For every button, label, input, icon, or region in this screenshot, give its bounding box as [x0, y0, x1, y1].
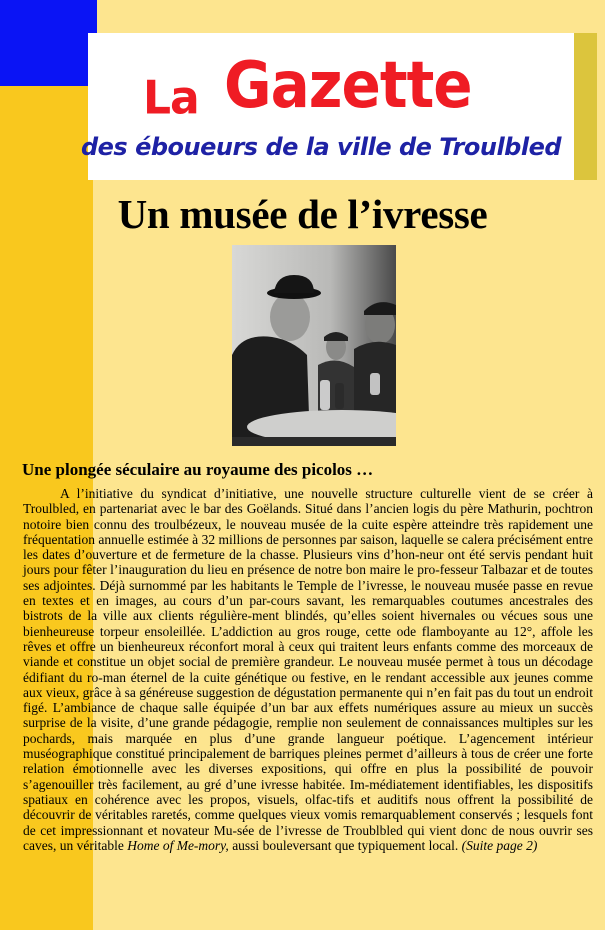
article-body-end: aussi bouleversant que typiquement local. — [228, 837, 462, 853]
article-headline: Un musée de l’ivresse — [117, 191, 488, 237]
corner-blue-block — [0, 0, 97, 86]
article-subheading: Une plongée séculaire au royaume des picolos … — [22, 460, 374, 479]
article-photo — [232, 245, 396, 446]
masthead — [80, 33, 574, 180]
masthead-title-la: La — [143, 71, 199, 126]
article-body-italic: Home of Me-mory, — [127, 837, 229, 853]
bottom-margin — [0, 930, 605, 934]
article-body-main: A l’initiative du syndicat d’initiative, une nouvelle structure culturelle vient de se créer à Troulbled, en partenariat avec le bar des Goëlands. Situé dans l’ancien logis du père Mathurin, pochtron notoire bien connu des troulbézeux, le nouveau musée de la cuite espère atteindre très rapidement une fréquentation annuelle estimée à 32 millions de personnes par saison, laquelle se calera précisément entre les dates d’ouverture et de fermeture de la chasse. Plusieurs vins d’hon-neur ont été servis pendant huit jours pour fêter l’inauguration du lieu en présence de notre bon maire le pro-fesseur Talbazar et de toutes ses adjointes. Déjà surnommé par les habitants le Temple de l’ivresse, le nouveau musée passe en revue en textes et en images, au cours d’un par-cours savant, les remarquables coutumes ancestrales des bistrots de la ville aux clients régulière-ment blindés, qu’elles soient hivernales ou vécues sous une bienheureuse torpeur ensoleillée. L’addiction au gros rouge, cette ode flamboyante au 12°, affole les rêves et offre un bienheureux réconfort moral à ceux qui traitent leurs enfants comme des morceaux de viande et constitue un objet social de première grandeur. Le nouveau musée permet à tous un décodage édifiant du ro-man éternel de la cuite génétique ou festive, en le rendant accessible aux jeunes comme aux vieux, grâce à sa généreuse suggestion de dégustation permanente qui n’en fait pas du tout un endroit figé. L’ambiance de chaque salle équipée d’un bar aux effets numériques assure au mieux un succès surprise de la visite, d’une grande pédagogie, remplie non seulement de connaissances multiples sur les pochards, mais marquée en plus d’une grande langueur poétique. L’agencement intérieur muséographique constitué principalement de barriques pleines permet d’ailleurs à tous de créer une forte relation émotionnelle avec les diverses expositions, qui offre en plus la possibilité de pouvoir s’agenouiller très facilement, au gré d’une ivresse habitée. Im-médiatement identifiables, les dispositifs spatiaux en cohérence avec les propos, visuels, olfac-tifs et auditifs nous offrent la possibilité de découvrir de véritables raretés, comme quelques vieux vomis remarquablement conservés ; lesquels font de cet impressionnant et novateur Mu-sée de l’ivresse de Troublbled qui vient donc de nous ouvrir ses caves, un véritable — [23, 486, 593, 853]
masthead-subtitle: des éboueurs de la ville de Troulbled — [80, 133, 562, 161]
article-body — [23, 486, 593, 853]
masthead-title-gazette: Gazette — [224, 47, 472, 123]
right-olive-band — [574, 33, 597, 180]
continuation-link[interactable]: (Suite page 2) — [461, 837, 538, 853]
